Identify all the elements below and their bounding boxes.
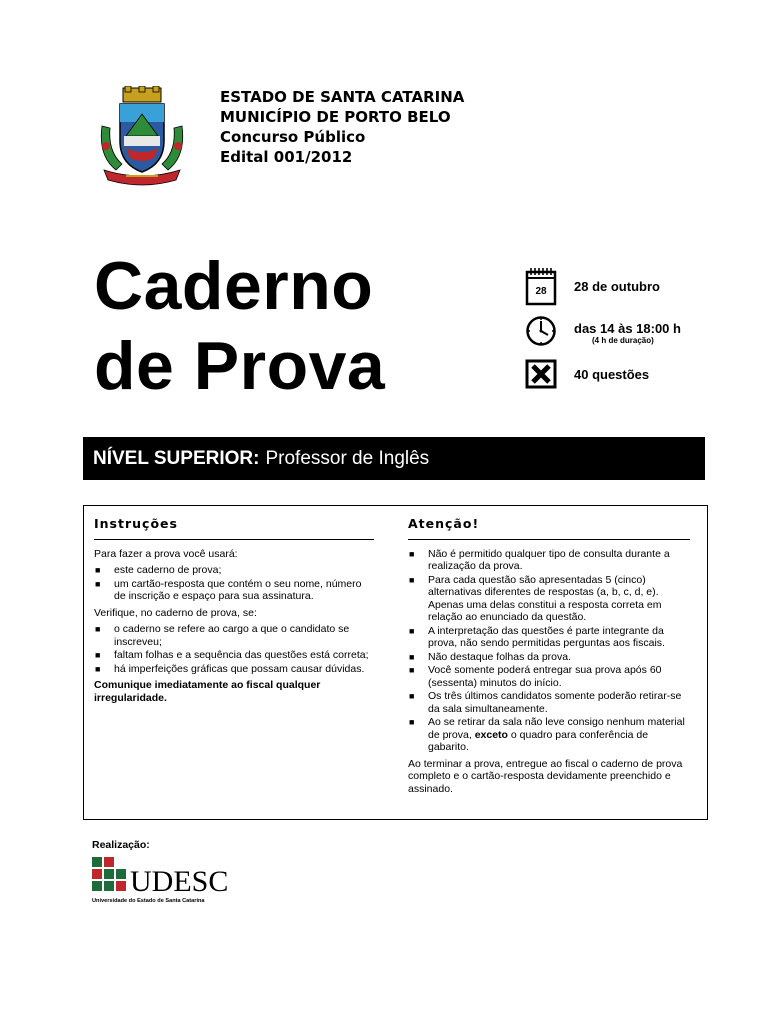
attention-heading: Atenção! — [408, 518, 690, 540]
attention-column — [408, 518, 690, 799]
verify-list — [94, 623, 374, 675]
bullet-icon: ■ — [95, 624, 101, 634]
calendar-icon — [525, 266, 557, 306]
bullet-icon: ■ — [409, 665, 415, 675]
exam-date: 28 de outubro — [574, 279, 660, 294]
list-item: ■ um cartão-resposta que contém o seu nome, número de inscrição e espaço para sua assinatura. — [95, 577, 362, 602]
organization-header — [220, 87, 464, 167]
level-banner — [83, 437, 705, 480]
bullet-icon: ■ — [95, 663, 101, 674]
org-municipality: MUNICÍPIO DE PORTO BELO — [220, 108, 451, 126]
org-edital: Edital 001/2012 — [220, 148, 353, 166]
attention-closing: Ao terminar a prova, entregue ao fiscal o caderno de prova completo e o cartão-resposta devidamente preenchido e assinado. — [408, 757, 683, 795]
instructions-lead: Para fazer a prova você usará: — [94, 547, 238, 560]
org-state: ESTADO DE SANTA CATARINA — [220, 88, 465, 106]
org-contest: Concurso Público — [220, 128, 366, 146]
municipal-crest-icon — [96, 86, 188, 186]
list-item: ■ este caderno de prova; — [95, 564, 222, 576]
instructions-column — [94, 518, 374, 708]
question-count: 40 questões — [574, 367, 650, 382]
bullet-icon: ■ — [409, 548, 415, 559]
level-label: NÍVEL SUPERIOR: — [93, 447, 260, 469]
list-item: ■ o caderno se refere ao cargo a que o candidato se inscreveu; — [95, 623, 350, 648]
udesc-wordmark: UDESC — [130, 865, 229, 898]
instructions-verify: Verifique, no caderno de prova, se: — [94, 606, 257, 619]
list-item: ■ Ao se retirar da sala não leve consigo nenhum material de prova, exceto o quadro para conferência de gabarito. — [409, 716, 685, 753]
instructions-notice: Comunique imediatamente ao fiscal qualquer irregularidade. — [94, 679, 321, 704]
title-line-1: Caderno — [94, 248, 374, 324]
clock-icon — [525, 315, 557, 347]
level-position: Professor de Inglês — [265, 447, 430, 469]
instructions-list — [94, 564, 374, 603]
list-item: ■ Para cada questão são apresentadas 5 (cinco) alternativas diferentes de respostas (a, b, c, d, e). Apenas uma delas constitui a resposta correta em relação ao enunciado da questão. — [409, 573, 662, 623]
organizer-label: Realização: — [92, 839, 150, 851]
exam-time: das 14 às 18:00 h — [574, 321, 681, 336]
bullet-icon: ■ — [95, 650, 101, 660]
list-item: ■ há imperfeições gráficas que possam causar dúvidas. — [95, 662, 365, 675]
title-line-2: de Prova — [94, 328, 386, 404]
bullet-icon: ■ — [409, 625, 415, 636]
attention-list — [408, 548, 690, 754]
list-item: ■ Os três últimos candidatos somente poderão retirar-se da sala simultaneamente. — [409, 690, 682, 715]
page-title — [94, 246, 385, 406]
udesc-logo-icon — [92, 855, 232, 905]
exam-duration: (4 h de duração) — [592, 336, 654, 345]
list-item: ■ Você somente poderá entregar sua prova após 60 (sessenta) minutos do início. — [409, 664, 662, 689]
udesc-subtext: Universidade do Estado de Santa Catarina — [92, 898, 205, 904]
calendar-day: 28 — [535, 286, 547, 297]
bullet-icon: ■ — [409, 717, 415, 727]
instructions-heading: Instruções — [94, 518, 374, 540]
list-item: ■ Não é permitido qualquer tipo de consulta durante a realização da prova. — [409, 547, 670, 572]
list-item: ■ faltam folhas e a sequência das questões está correta; — [95, 649, 369, 661]
list-item: ■ A interpretação das questões é parte integrante da prova, não sendo permitidas perguntas aos fiscais. — [409, 624, 665, 649]
checkbox-x-icon — [525, 359, 557, 389]
bullet-icon: ■ — [95, 565, 101, 575]
bullet-icon: ■ — [409, 574, 415, 585]
bullet-icon: ■ — [95, 578, 101, 589]
list-item: ■ Não destaque folhas da prova. — [409, 650, 572, 663]
bullet-icon: ■ — [409, 651, 415, 662]
instructions-box — [83, 505, 708, 820]
bullet-icon: ■ — [409, 691, 415, 701]
